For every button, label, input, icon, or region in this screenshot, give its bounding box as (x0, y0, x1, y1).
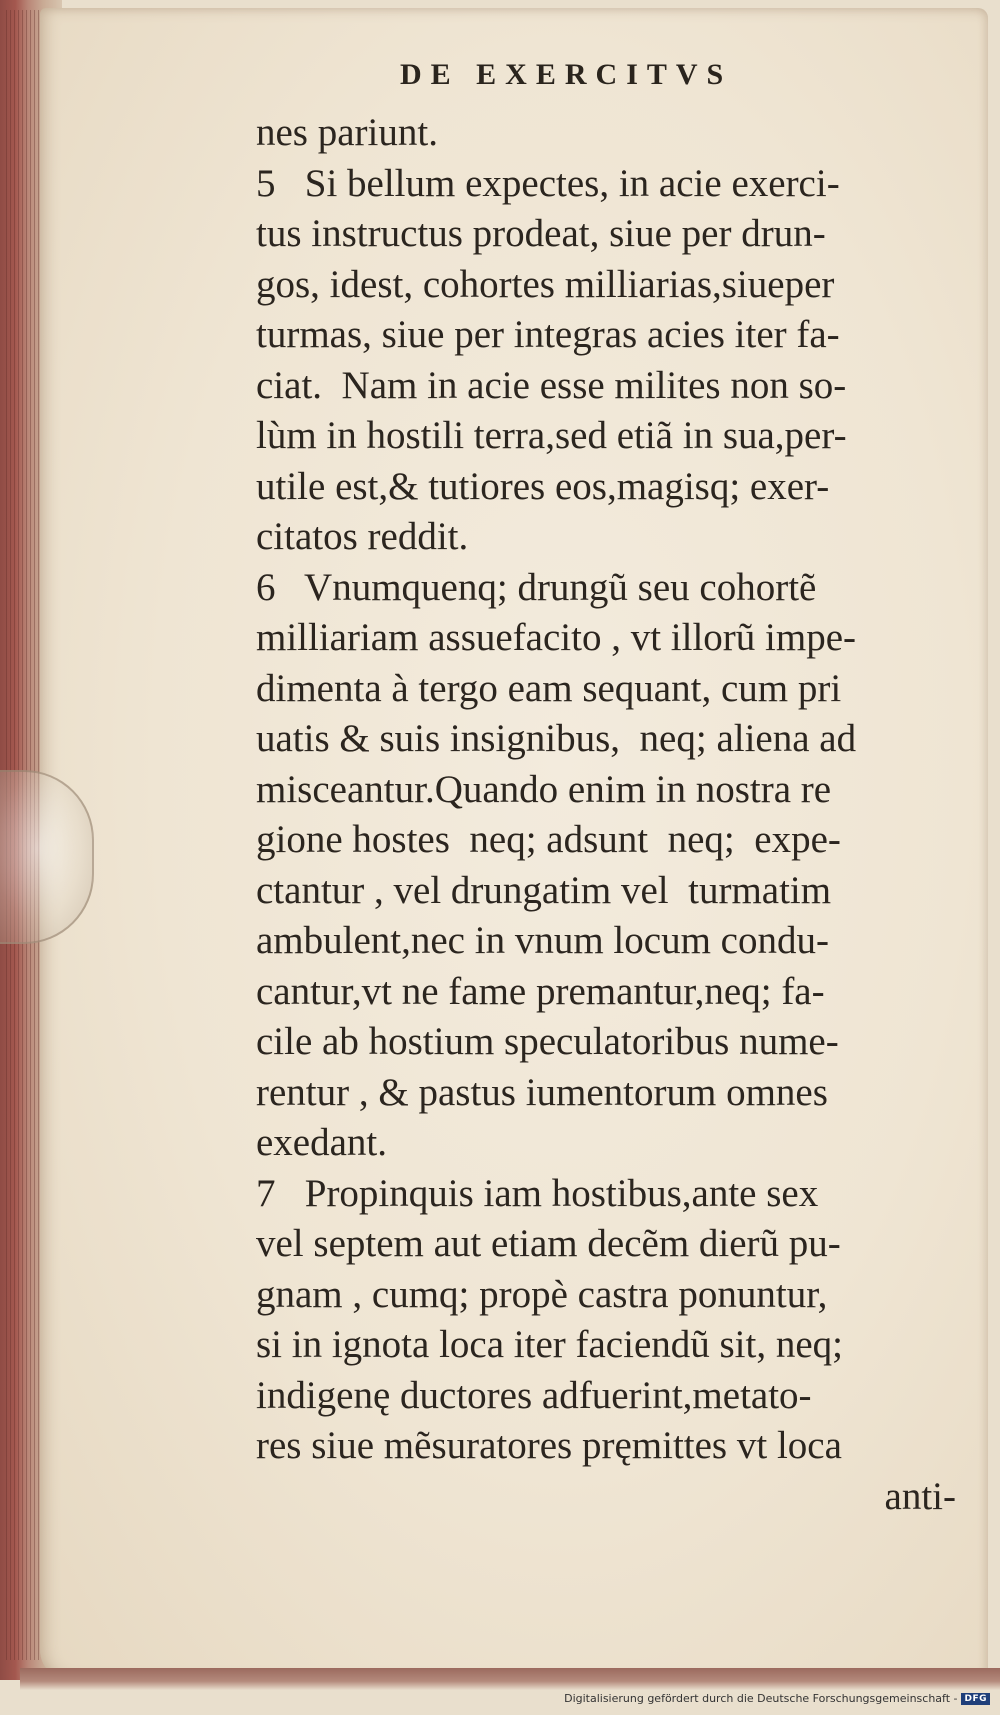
text-line: 5 Si bellum expectes, in acie exerci- (256, 161, 840, 205)
text-line: misceantur.Quando enim in nostra re (256, 767, 832, 811)
text-line: nes pariunt. (256, 111, 438, 154)
text-line: 7 Propinquis iam hostibus,ante sex (256, 1171, 819, 1215)
text-line: rentur , & pastus iumentorum omnes (256, 1070, 828, 1114)
text-line: tus instructus prodeat, siue per drun- (256, 212, 826, 255)
page-bottom-edge (20, 1668, 1000, 1690)
text-line: ctantur , vel drungatim vel turmatim (256, 868, 832, 912)
text-line: lùm in hostili terra,sed etiã in sua,per- (256, 414, 847, 457)
text-line: res siue mẽsuratores pręmittes vt loca (256, 1424, 842, 1467)
text-line: ambulent,nec in vnum locum condu- (256, 919, 829, 962)
text-line: si in ignota loca iter faciendũ sit, neq; (256, 1323, 843, 1366)
text-line: cile ab hostium speculatoribus nume- (256, 1020, 839, 1063)
text-line: utile est,& tutiores eos,magisq; exer- (256, 464, 830, 508)
text-line: uatis & suis insignibus, neq; aliena ad (256, 717, 857, 760)
digitization-credit (564, 1692, 990, 1705)
page-body-text (256, 108, 962, 1522)
text-line: milliariam assuefacito , vt illorũ impe- (256, 616, 857, 659)
text-line: 6 Vnumquenq; drungũ seu cohortẽ (256, 565, 817, 609)
credit-text: Digitalisierung gefördert durch die Deutsche Forschungsgemeinschaft - (564, 1692, 958, 1705)
text-line: indigenę ductores adfuerint,metato- (256, 1373, 812, 1417)
text-line: gnam , cumq; propè castra ponuntur, (256, 1272, 828, 1316)
text-line: exedant. (256, 1121, 388, 1164)
text-line: dimenta à tergo eam sequant, cum pri (256, 666, 842, 710)
text-line: gione hostes neq; adsunt neq; expe- (256, 818, 841, 861)
text-line: vel septem aut etiam decẽm dierũ pu- (256, 1222, 841, 1265)
text-line: cantur,vt ne fame premantur,neq; fa- (256, 969, 825, 1013)
running-header: DE EXERCITVS (400, 58, 733, 91)
catchword: anti- (884, 1474, 956, 1518)
dfg-logo-icon: DFG (961, 1693, 990, 1705)
text-line: citatos reddit. (256, 515, 469, 558)
text-line: gos, idest, cohortes milliarias,siueper (256, 262, 835, 306)
text-line: ciat. Nam in acie esse milites non so- (256, 363, 847, 407)
text-line: turmas, siue per integras acies iter fa- (256, 313, 840, 356)
